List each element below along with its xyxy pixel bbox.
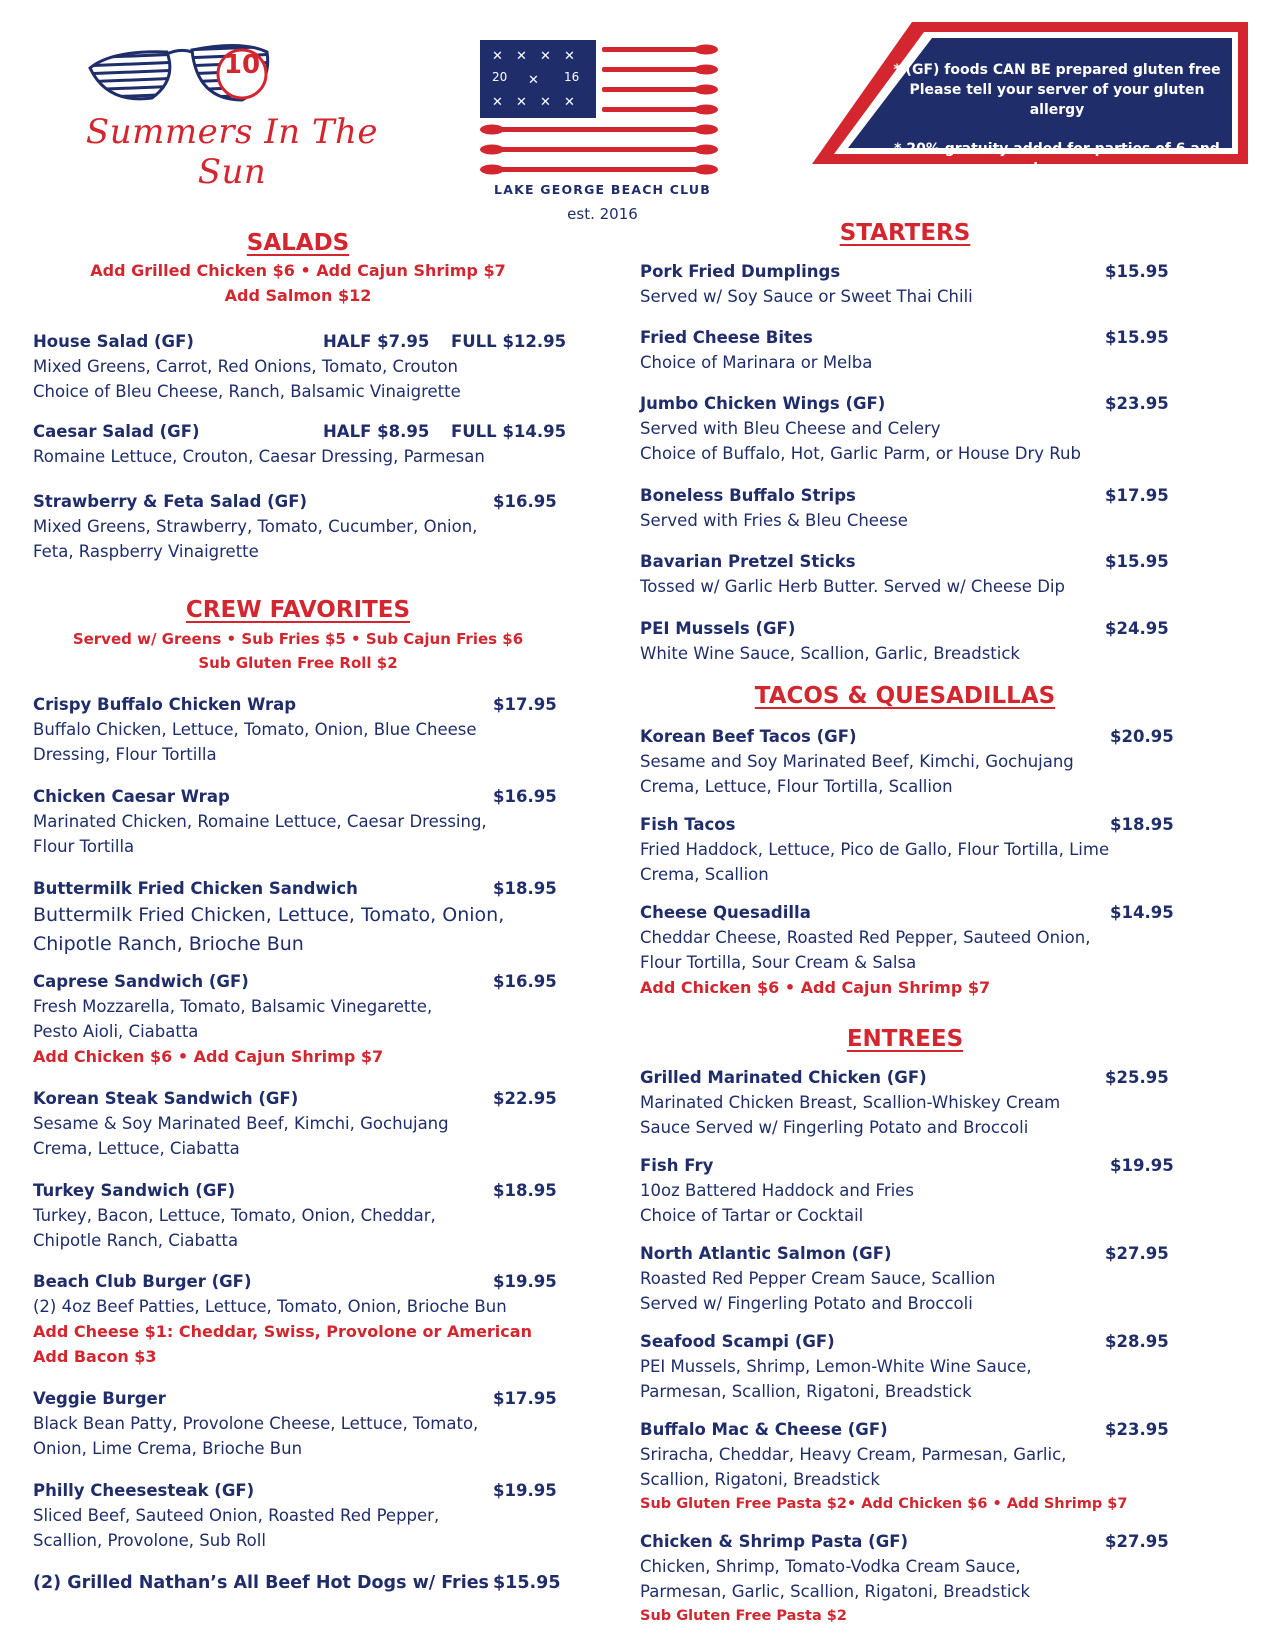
menu-item-pork-dumplings bbox=[640, 260, 1170, 309]
item-desc: Black Bean Patty, Provolone Cheese, Lettuce, Tomato, bbox=[33, 1414, 479, 1433]
item-desc: Dressing, Flour Tortilla bbox=[33, 745, 217, 764]
svg-text:✕: ✕ bbox=[516, 95, 527, 110]
item-price: $14.95 bbox=[1110, 903, 1174, 922]
beach-club-logo bbox=[480, 40, 725, 225]
item-price: $25.95 bbox=[1105, 1068, 1169, 1087]
item-desc: PEI Mussels, Shrimp, Lemon-White Wine Sauce, bbox=[640, 1357, 1032, 1376]
item-name: Fried Cheese Bites bbox=[640, 328, 813, 347]
menu-item-korean-steak-sandwich bbox=[33, 1087, 563, 1161]
menu-item-fish-tacos bbox=[640, 813, 1174, 887]
item-price: $15.95 bbox=[1105, 262, 1169, 281]
item-desc: Cheddar Cheese, Roasted Red Pepper, Sauteed Onion, bbox=[640, 928, 1091, 947]
item-desc: Sriracha, Cheddar, Heavy Cream, Parmesan, Garlic, bbox=[640, 1445, 1067, 1464]
item-desc: Served with Fries & Bleu Cheese bbox=[640, 511, 908, 530]
menu-item-buffalo-mac bbox=[640, 1418, 1170, 1517]
item-name: Caprese Sandwich (GF) bbox=[33, 972, 249, 991]
item-desc: Flour Tortilla bbox=[33, 837, 135, 856]
item-addon: Add Chicken $6 • Add Cajun Shrimp $7 bbox=[33, 1047, 384, 1066]
item-name: Seafood Scampi (GF) bbox=[640, 1332, 835, 1351]
item-name: Korean Steak Sandwich (GF) bbox=[33, 1089, 299, 1108]
item-desc: Parmesan, Garlic, Scallion, Rigatoni, Breadstick bbox=[640, 1582, 1031, 1601]
item-name: PEI Mussels (GF) bbox=[640, 619, 796, 638]
salads-note-1: Add Grilled Chicken $6 • Add Cajun Shrimp $7 bbox=[90, 261, 506, 280]
item-desc: Choice of Buffalo, Hot, Garlic Parm, or House Dry Rub bbox=[640, 444, 1081, 463]
svg-text:✕: ✕ bbox=[540, 49, 551, 64]
item-addon: Add Chicken $6 • Add Cajun Shrimp $7 bbox=[640, 978, 991, 997]
item-full-price: FULL $14.95 bbox=[451, 422, 567, 441]
item-price: $19.95 bbox=[1110, 1156, 1174, 1175]
menu-item-house-salad bbox=[33, 330, 567, 404]
salads-title: SALADS bbox=[246, 230, 350, 256]
item-desc: Feta, Raspberry Vinaigrette bbox=[33, 542, 259, 561]
menu-item-grilled-chicken bbox=[640, 1066, 1170, 1140]
item-name: Grilled Marinated Chicken (GF) bbox=[640, 1068, 927, 1087]
item-desc: Sliced Beef, Sauteed Onion, Roasted Red Pepper, bbox=[33, 1506, 440, 1525]
item-desc: Chipotle Ranch, Ciabatta bbox=[33, 1231, 239, 1250]
item-name: Chicken Caesar Wrap bbox=[33, 787, 230, 806]
menu-item-fried-cheese-bites bbox=[640, 326, 1170, 375]
item-desc: Choice of Tartar or Cocktail bbox=[640, 1206, 864, 1225]
item-name: House Salad (GF) bbox=[33, 332, 194, 351]
item-price: $27.95 bbox=[1105, 1532, 1169, 1551]
item-addon: Sub Gluten Free Pasta $2• Add Chicken $6 • Add Shrimp $7 bbox=[640, 1496, 1128, 1512]
item-desc: Sesame and Soy Marinated Beef, Kimchi, Gochujang bbox=[640, 752, 1074, 771]
item-price: $28.95 bbox=[1105, 1332, 1169, 1351]
item-name: Strawberry & Feta Salad (GF) bbox=[33, 492, 308, 511]
item-price: $18.95 bbox=[1110, 815, 1174, 834]
item-desc: Romaine Lettuce, Crouton, Caesar Dressing, Parmesan bbox=[33, 447, 485, 466]
item-name: Fish Tacos bbox=[640, 815, 736, 834]
item-desc: Chipotle Ranch, Brioche Bun bbox=[33, 933, 304, 955]
item-desc: Roasted Red Pepper Cream Sauce, Scallion bbox=[640, 1269, 996, 1288]
flag-year-left: 20 bbox=[492, 70, 508, 84]
item-name: Beach Club Burger (GF) bbox=[33, 1272, 252, 1291]
item-desc: (2) 4oz Beef Patties, Lettuce, Tomato, Onion, Brioche Bun bbox=[33, 1297, 507, 1316]
item-desc: White Wine Sauce, Scallion, Garlic, Breadstick bbox=[640, 644, 1020, 663]
item-desc: Sesame & Soy Marinated Beef, Kimchi, Gochujang bbox=[33, 1114, 449, 1133]
item-desc: 10oz Battered Haddock and Fries bbox=[640, 1181, 914, 1200]
item-price: $19.95 bbox=[493, 1481, 557, 1500]
item-name: Caesar Salad (GF) bbox=[33, 422, 200, 441]
logo-script: Summers In The Sun bbox=[85, 112, 379, 192]
item-addon: Sub Gluten Free Pasta $2 bbox=[640, 1608, 847, 1624]
item-desc: Parmesan, Scallion, Rigatoni, Breadstick bbox=[640, 1382, 972, 1401]
item-desc: Served w/ Fingerling Potato and Broccoli bbox=[640, 1294, 973, 1313]
svg-text:✕: ✕ bbox=[492, 49, 503, 64]
item-desc: Fried Haddock, Lettuce, Pico de Gallo, Flour Tortilla, Lime bbox=[640, 840, 1110, 859]
crew-favorites-title: CREW FAVORITES bbox=[185, 597, 411, 623]
sunglasses-icon bbox=[82, 30, 312, 112]
menu-item-veggie-burger bbox=[33, 1387, 563, 1461]
item-desc: Scallion, Provolone, Sub Roll bbox=[33, 1531, 266, 1550]
item-desc: Onion, Lime Crema, Brioche Bun bbox=[33, 1439, 303, 1458]
item-name: Philly Cheesesteak (GF) bbox=[33, 1481, 255, 1500]
item-name: (2) Grilled Nathan’s All Beef Hot Dogs w/ Fries bbox=[33, 1573, 489, 1593]
item-name: Korean Beef Tacos (GF) bbox=[640, 727, 857, 746]
menu-item-fish-fry bbox=[640, 1154, 1174, 1228]
item-name: Fish Fry bbox=[640, 1156, 714, 1175]
item-full-price: FULL $12.95 bbox=[451, 332, 567, 351]
item-price: $16.95 bbox=[493, 787, 557, 806]
item-name: Chicken & Shrimp Pasta (GF) bbox=[640, 1532, 909, 1551]
svg-text:✕: ✕ bbox=[564, 95, 575, 110]
item-desc: Crema, Lettuce, Ciabatta bbox=[33, 1139, 240, 1158]
menu-item-chicken-shrimp-pasta bbox=[640, 1530, 1170, 1629]
item-price: $15.95 bbox=[1105, 552, 1169, 571]
item-name: Veggie Burger bbox=[33, 1389, 166, 1408]
item-price: $27.95 bbox=[1105, 1244, 1169, 1263]
item-name: Turkey Sandwich (GF) bbox=[33, 1181, 236, 1200]
item-desc: Pesto Aioli, Ciabatta bbox=[33, 1022, 199, 1041]
item-name: Jumbo Chicken Wings (GF) bbox=[640, 394, 886, 413]
item-desc: Chicken, Shrimp, Tomato-Vodka Cream Sauce, bbox=[640, 1557, 1021, 1576]
notice-banner bbox=[812, 22, 1248, 177]
menu-item-chicken-caesar-wrap bbox=[33, 785, 563, 859]
item-price: $17.95 bbox=[493, 1389, 557, 1408]
menu-item-buffalo-wrap bbox=[33, 693, 563, 767]
item-desc: Marinated Chicken, Romaine Lettuce, Caesar Dressing, bbox=[33, 812, 487, 831]
club-name: LAKE GEORGE BEACH CLUB bbox=[494, 182, 711, 197]
item-desc: Choice of Marinara or Melba bbox=[640, 353, 873, 372]
item-name: Bavarian Pretzel Sticks bbox=[640, 552, 856, 571]
menu-item-caesar-salad bbox=[33, 420, 567, 469]
flag-paddles-icon bbox=[480, 40, 725, 180]
menu-item-hot-dogs bbox=[33, 1571, 563, 1595]
logo-number: 10 bbox=[223, 50, 261, 80]
menu-item-pretzel-sticks bbox=[640, 550, 1170, 599]
item-desc: Scallion, Rigatoni, Breadstick bbox=[640, 1470, 880, 1489]
item-price: $18.95 bbox=[493, 879, 557, 898]
item-price: $16.95 bbox=[493, 492, 557, 511]
item-desc: Buffalo Chicken, Lettuce, Tomato, Onion, Blue Cheese bbox=[33, 720, 477, 739]
item-half-price: HALF $7.95 bbox=[323, 332, 430, 351]
item-price: $17.95 bbox=[493, 695, 557, 714]
item-desc: Crema, Lettuce, Flour Tortilla, Scallion bbox=[640, 777, 953, 796]
item-price: $16.95 bbox=[493, 972, 557, 991]
menu-item-philly-cheesesteak bbox=[33, 1479, 563, 1553]
menu-item-korean-beef-tacos bbox=[640, 725, 1174, 799]
item-price: $17.95 bbox=[1105, 486, 1169, 505]
item-price: $18.95 bbox=[493, 1181, 557, 1200]
item-half-price: HALF $8.95 bbox=[323, 422, 430, 441]
item-desc: Served w/ Soy Sauce or Sweet Thai Chili bbox=[640, 287, 973, 306]
svg-text:✕: ✕ bbox=[528, 73, 539, 88]
item-price: $24.95 bbox=[1105, 619, 1169, 638]
notice-gluten: * (GF) foods CAN BE prepared gluten free bbox=[893, 62, 1221, 78]
item-desc: Marinated Chicken Breast, Scallion-Whiskey Cream bbox=[640, 1093, 1061, 1112]
item-price: $20.95 bbox=[1110, 727, 1174, 746]
item-desc: Fresh Mozzarella, Tomato, Balsamic Vinegarette, bbox=[33, 997, 433, 1016]
menu-item-salmon bbox=[640, 1242, 1170, 1316]
item-name: North Atlantic Salmon (GF) bbox=[640, 1244, 892, 1263]
item-name: Boneless Buffalo Strips bbox=[640, 486, 856, 505]
item-name: Crispy Buffalo Chicken Wrap bbox=[33, 695, 297, 714]
menu-item-chicken-wings bbox=[640, 392, 1170, 466]
item-desc: Turkey, Bacon, Lettuce, Tomato, Onion, Cheddar, bbox=[33, 1206, 436, 1225]
notice-allergy: Please tell your server of your gluten allergy bbox=[909, 82, 1205, 118]
item-desc: Flour Tortilla, Sour Cream & Salsa bbox=[640, 953, 917, 972]
flag-year-right: 16 bbox=[564, 70, 580, 84]
svg-text:✕: ✕ bbox=[492, 95, 503, 110]
item-price: $15.95 bbox=[493, 1573, 561, 1593]
notice-gratuity: * 20% gratuity added for parties of 6 and larger bbox=[894, 141, 1220, 177]
crew-note-2: Sub Gluten Free Roll $2 bbox=[198, 654, 398, 672]
item-price: $23.95 bbox=[1105, 394, 1169, 413]
item-price: $22.95 bbox=[493, 1089, 557, 1108]
club-est: est. 2016 bbox=[567, 205, 638, 223]
summers-logo bbox=[62, 30, 402, 192]
item-desc: Served with Bleu Cheese and Celery bbox=[640, 419, 941, 438]
menu-item-buffalo-strips bbox=[640, 484, 1170, 533]
menu-item-strawberry-feta-salad bbox=[33, 490, 563, 564]
item-desc: Mixed Greens, Carrot, Red Onions, Tomato, Crouton bbox=[33, 357, 458, 376]
item-price: $19.95 bbox=[493, 1272, 557, 1291]
svg-text:✕: ✕ bbox=[516, 49, 527, 64]
menu-item-pei-mussels bbox=[640, 617, 1170, 666]
menu-item-buttermilk-sandwich bbox=[33, 877, 563, 959]
item-addon: Add Bacon $3 bbox=[33, 1347, 157, 1366]
salads-note-2: Add Salmon $12 bbox=[224, 286, 372, 305]
menu-item-cheese-quesadilla bbox=[640, 901, 1174, 1000]
item-price: $15.95 bbox=[1105, 328, 1169, 347]
starters-title: STARTERS bbox=[839, 220, 971, 246]
menu-item-turkey-sandwich bbox=[33, 1179, 563, 1253]
item-desc: Mixed Greens, Strawberry, Tomato, Cucumber, Onion, bbox=[33, 517, 478, 536]
item-price: $23.95 bbox=[1105, 1420, 1169, 1439]
item-desc: Crema, Scallion bbox=[640, 865, 769, 884]
item-name: Cheese Quesadilla bbox=[640, 903, 811, 922]
item-desc: Tossed w/ Garlic Herb Butter. Served w/ Cheese Dip bbox=[640, 577, 1065, 596]
item-desc: Sauce Served w/ Fingerling Potato and Broccoli bbox=[640, 1118, 1029, 1137]
svg-text:✕: ✕ bbox=[564, 49, 575, 64]
menu-item-beach-club-burger bbox=[33, 1270, 563, 1369]
item-desc: Buttermilk Fried Chicken, Lettuce, Tomato, Onion, bbox=[33, 904, 505, 926]
menu-item-seafood-scampi bbox=[640, 1330, 1170, 1404]
item-name: Buttermilk Fried Chicken Sandwich bbox=[33, 879, 358, 898]
svg-text:✕: ✕ bbox=[540, 95, 551, 110]
item-addon: Add Cheese $1: Cheddar, Swiss, Provolone or American bbox=[33, 1322, 532, 1341]
item-desc: Choice of Bleu Cheese, Ranch, Balsamic Vinaigrette bbox=[33, 382, 461, 401]
entrees-title: ENTREES bbox=[846, 1026, 964, 1052]
menu-item-caprese-sandwich bbox=[33, 970, 563, 1069]
item-name: Pork Fried Dumplings bbox=[640, 262, 841, 281]
crew-note-1: Served w/ Greens • Sub Fries $5 • Sub Cajun Fries $6 bbox=[72, 630, 524, 648]
item-name: Buffalo Mac & Cheese (GF) bbox=[640, 1420, 888, 1439]
tacos-title: TACOS & QUESADILLAS bbox=[754, 683, 1056, 709]
